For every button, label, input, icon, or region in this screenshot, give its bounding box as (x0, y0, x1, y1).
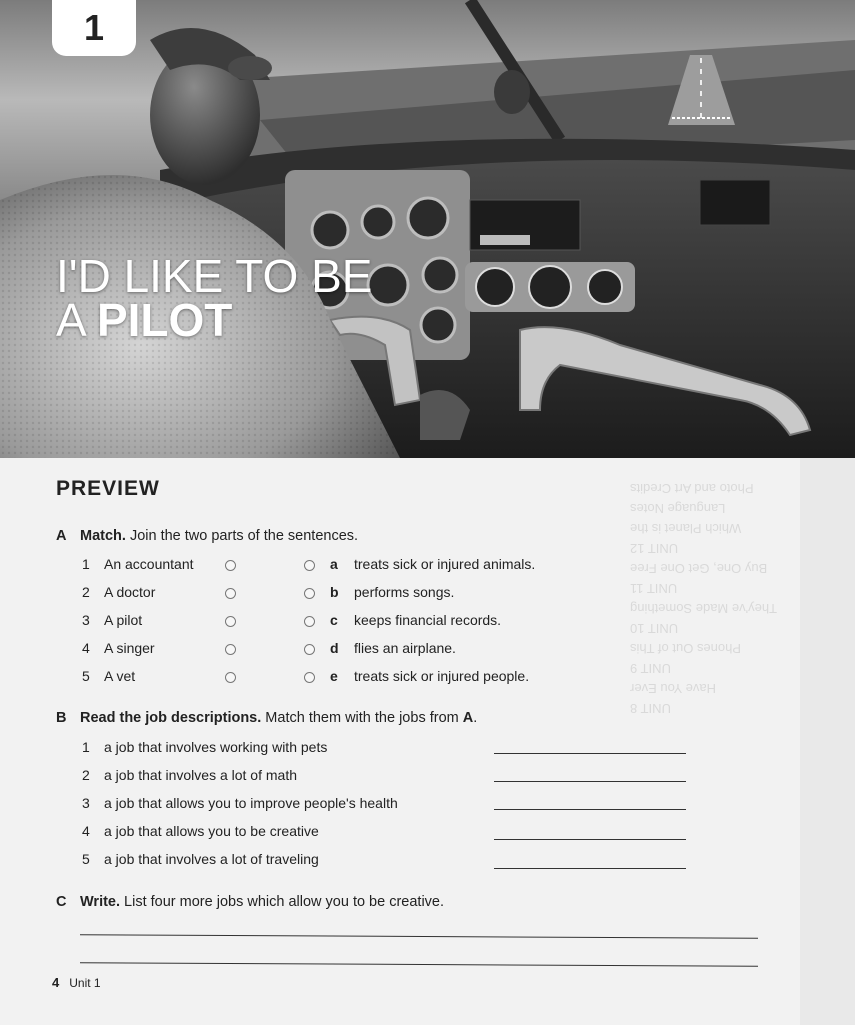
show-through-line: UNIT 11 (630, 581, 678, 596)
answer-blank[interactable] (494, 839, 686, 840)
right-item-letter: c (330, 612, 338, 628)
show-through-line: Language Notes (630, 501, 726, 516)
description-text: a job that involves a lot of traveling (104, 851, 319, 867)
description-number: 5 (82, 851, 90, 867)
left-item-number: 1 (82, 556, 90, 572)
unit-number-tab (52, 0, 136, 56)
match-circle-left[interactable] (225, 560, 236, 571)
show-through-line: Buy One, Get One Free (630, 561, 768, 576)
match-circle-left[interactable] (225, 672, 236, 683)
unit-title (56, 250, 373, 346)
left-item-text: A pilot (104, 612, 143, 628)
section-b-instruction: Match them with the jobs from (261, 710, 463, 726)
description-number: 1 (82, 739, 90, 755)
match-circle-right[interactable] (304, 672, 315, 683)
title-line-2 (56, 294, 372, 346)
left-item-number: 4 (82, 640, 90, 656)
show-through-line: UNIT 8 (630, 701, 671, 716)
match-circle-right[interactable] (304, 588, 315, 599)
section-a-heading (56, 528, 358, 544)
section-a-instruction-bold: Match. (80, 528, 126, 544)
preview-heading: PREVIEW (56, 477, 160, 500)
left-item-number: 5 (82, 668, 90, 684)
show-through-line: UNIT 10 (630, 621, 679, 636)
right-item-text: flies an airplane. (354, 640, 456, 656)
cockpit-illustration (0, 0, 855, 458)
answer-blank[interactable] (494, 781, 686, 782)
section-c-instruction-bold: Write. (80, 894, 121, 910)
hero-photo (0, 0, 855, 458)
page-number: 4 (52, 975, 60, 990)
description-text: a job that involves a lot of math (104, 767, 297, 783)
section-b-letter: B (56, 710, 67, 726)
show-through-line: They've Made Something (630, 601, 778, 616)
page-footer (52, 975, 101, 990)
show-through-line: UNIT 12 (630, 541, 679, 556)
right-item-letter: d (330, 640, 339, 656)
unit-number: 1 (83, 7, 105, 48)
show-through-text (630, 478, 800, 718)
section-c-letter: C (56, 894, 67, 910)
section-c-instruction: List four more jobs which allow you to be creative. (120, 894, 445, 910)
section-b-instruction-end: . (473, 710, 478, 726)
right-item-text: keeps financial records. (354, 612, 502, 628)
answer-blank[interactable] (494, 809, 686, 810)
show-through-line: Phones Out of This (630, 641, 742, 656)
left-item-text: An accountant (104, 556, 194, 572)
section-b-heading (56, 710, 477, 726)
match-circle-right[interactable] (304, 644, 315, 655)
description-number: 2 (82, 767, 90, 783)
answer-blank[interactable] (494, 868, 686, 869)
left-item-number: 2 (82, 584, 90, 600)
left-item-number: 3 (82, 612, 90, 628)
right-item-text: treats sick or injured people. (354, 668, 530, 684)
match-circle-right[interactable] (304, 560, 315, 571)
right-item-text: performs songs. (354, 584, 455, 600)
section-b-instruction-bold: Read the job descriptions. (80, 710, 262, 726)
answer-blank[interactable] (494, 753, 686, 754)
title-line-1: I'D LIKE TO BE (56, 250, 373, 302)
left-item-text: A singer (104, 640, 155, 656)
show-through-line: Which Planet is the (630, 521, 742, 536)
title-line-2-bold: PILOT (96, 294, 233, 346)
description-number: 3 (82, 795, 90, 811)
match-circle-left[interactable] (225, 616, 236, 627)
section-c-heading (56, 894, 444, 910)
match-circle-left[interactable] (225, 644, 236, 655)
right-item-letter: b (330, 584, 339, 600)
title-line-2-prefix: A (56, 294, 97, 346)
right-item-letter: e (330, 668, 338, 684)
right-item-text: treats sick or injured animals. (354, 556, 536, 572)
left-item-text: A doctor (104, 584, 156, 600)
left-item-text: A vet (104, 668, 136, 684)
match-circle-right[interactable] (304, 616, 315, 627)
description-text: a job that allows you to be creative (104, 823, 319, 839)
section-a-letter: A (56, 528, 67, 544)
footer-unit-label: Unit 1 (69, 976, 101, 990)
description-text: a job that allows you to improve people's health (104, 795, 398, 811)
show-through-line: Have You Ever (630, 681, 717, 696)
show-through-line: UNIT 9 (630, 661, 671, 676)
section-a-instruction: Join the two parts of the sentences. (125, 528, 359, 544)
section-b-instruction-ref: A (462, 710, 474, 726)
match-circle-left[interactable] (225, 588, 236, 599)
description-text: a job that involves working with pets (104, 739, 328, 755)
right-item-letter: a (330, 556, 338, 572)
description-number: 4 (82, 823, 90, 839)
show-through-line: Photo and Art Credits (630, 481, 754, 496)
